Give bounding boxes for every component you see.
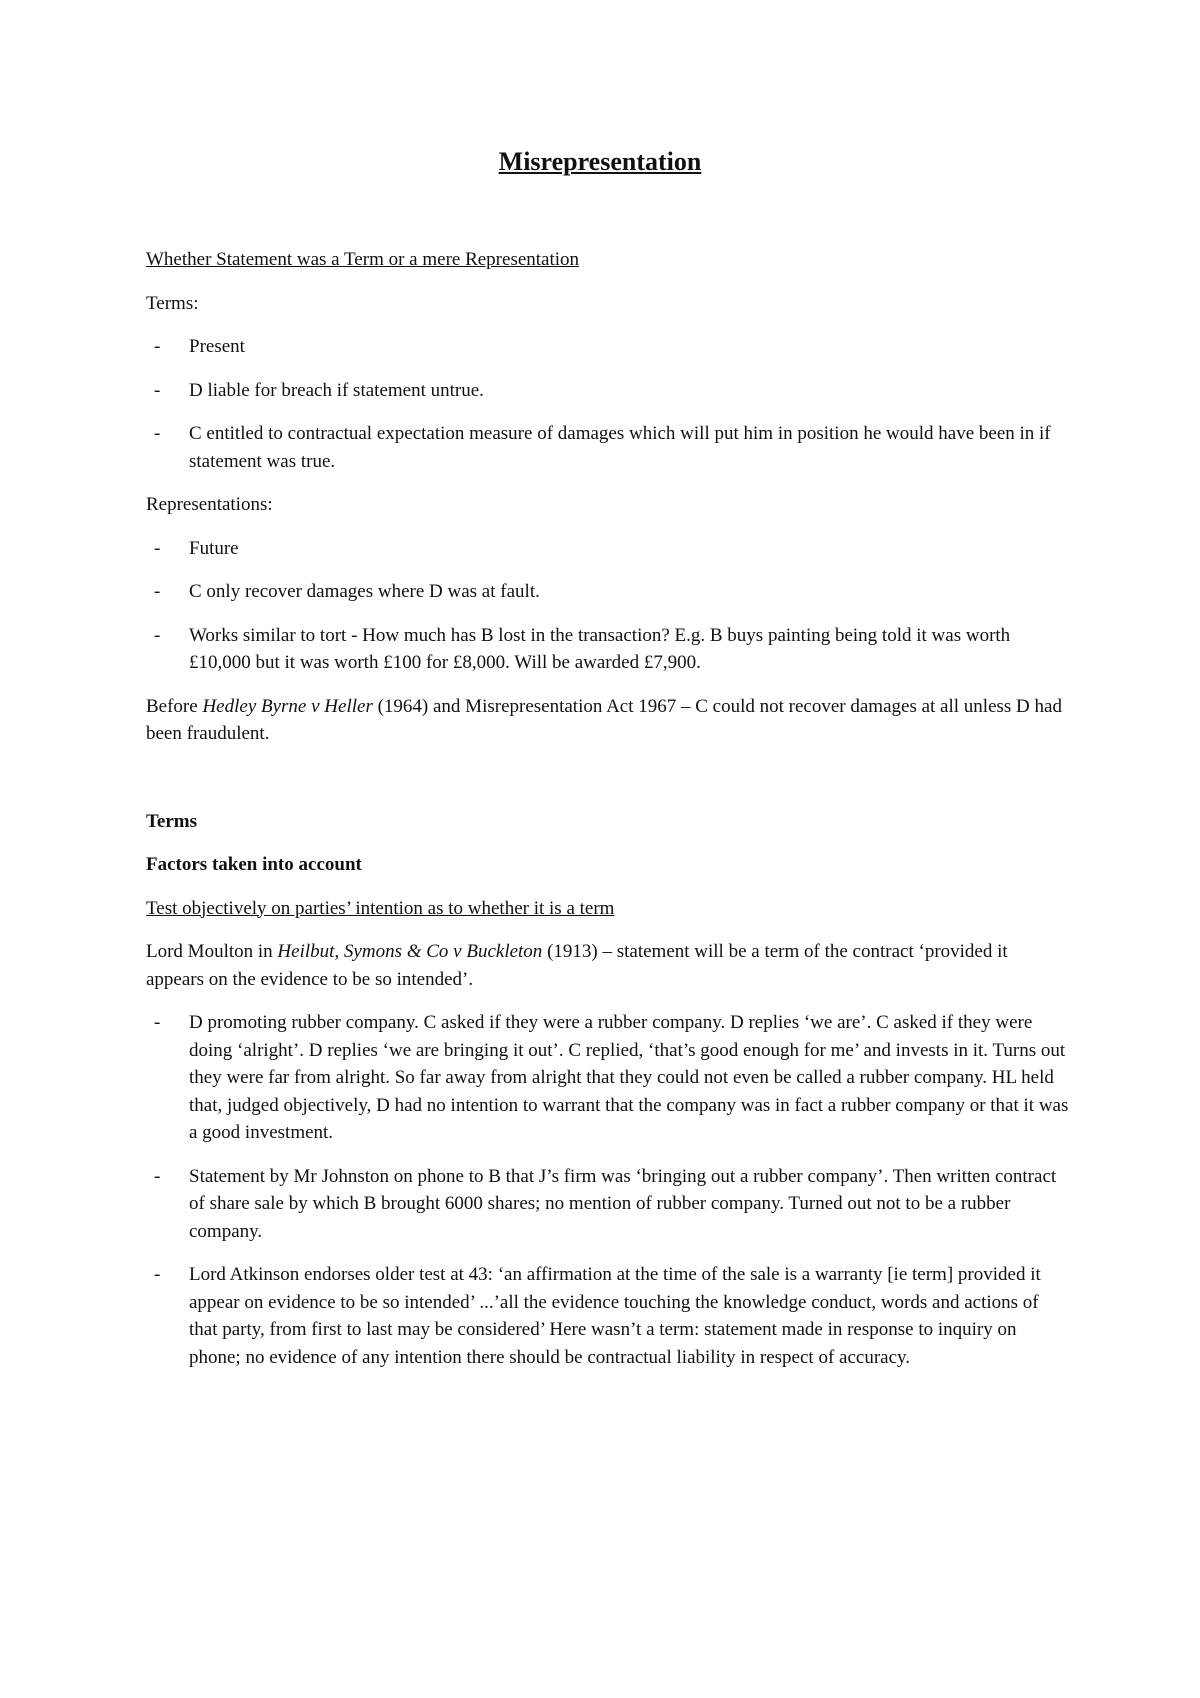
dash-bullet: - — [154, 336, 161, 357]
list-item — [146, 535, 1070, 563]
list-item-text: D promoting rubber company. C asked if they were a rubber company. D replies ‘we are’. C asked if they were doing ‘alright’. D replies ‘we are bringing it out’. C replied, ‘that’s good enough for me’ and invests in it. Turns out they were far from alright. So far away from alright that they could not even be called a rubber company. HL held that, judged objectively, D had no intention to warrant that the company was in fact a rubber company or that it was a good investment. — [189, 1012, 1069, 1143]
dash-bullet: - — [154, 537, 161, 559]
paragraph-text: Lord Moulton in — [146, 941, 278, 962]
heilbut-points-list — [146, 1009, 1070, 1371]
list-item-text: Future — [189, 537, 239, 559]
paragraph-text: (1964) and Misrepresentation Act 1967 – C could not recover damages at all unless D had been fraudulent. — [146, 695, 1062, 744]
representations-label: Representations: — [146, 494, 273, 515]
section-heading-term-vs-representation: Whether Statement was a Term or a mere Representation — [146, 249, 580, 270]
list-item — [146, 377, 1070, 405]
case-name: Hedley Byrne v Heller — [202, 695, 373, 717]
list-item — [146, 420, 1070, 475]
dash-bullet: - — [154, 423, 161, 444]
list-item — [146, 333, 1070, 361]
dash-bullet: - — [154, 581, 161, 602]
list-item-text: Statement by Mr Johnston on phone to B that J’s firm was ‘bringing out a rubber company’. Then written contract of share sale by which B brought 6000 shares; no mention of rubber company. Turned out not to be a rubber company. — [189, 1165, 1057, 1242]
list-item-text: Works similar to tort - How much has B lost in the transaction? E.g. B buys painting being told it was worth £10,000 but it was worth £100 for £8,000. Will be awarded £7,900. — [189, 624, 1011, 673]
list-item — [146, 1163, 1070, 1246]
list-item-text: Lord Atkinson endorses older test at 43: ‘an affirmation at the time of the sale is a warranty [ie term] provided it appear on evidence to be so intended’ ...’all the evidence touching the knowledge conduct, words and actions of that party, from first to last may be considered’ Here wasn’t a term: statement made in response to inquiry on phone; no evidence of any intention there should be contractual liability in respect of accuracy. — [189, 1264, 1041, 1368]
list-item-text: D liable for breach if statement untrue. — [189, 379, 484, 401]
section-spacer — [146, 764, 1070, 808]
list-item-text: Present — [189, 336, 245, 357]
paragraph-text: Before — [146, 695, 203, 717]
terms-list — [146, 333, 1070, 475]
list-item — [146, 622, 1070, 677]
section-heading-terms: Terms — [146, 810, 198, 832]
list-item-text: C only recover damages where D was at fault. — [189, 581, 540, 602]
document-body — [146, 246, 1070, 1387]
list-item-text: C entitled to contractual expectation measure of damages which will put him in position he would have been in if statement was true. — [189, 423, 1051, 472]
representations-list — [146, 535, 1070, 677]
list-item — [146, 578, 1070, 606]
document-title: Misrepresentation — [498, 147, 702, 176]
moulton-paragraph — [146, 938, 1070, 993]
dash-bullet: - — [154, 379, 161, 401]
terms-label: Terms: — [146, 292, 199, 314]
case-name: Heilbut, Symons & Co v Buckleton — [277, 941, 543, 962]
dash-bullet: - — [154, 1165, 161, 1187]
subheading-factors: Factors taken into account — [146, 854, 362, 875]
before-hedley-byrne-paragraph — [146, 693, 1070, 748]
dash-bullet: - — [154, 1012, 161, 1033]
dash-bullet: - — [154, 624, 161, 646]
paragraph-text: (1913) – statement will be a term of the contract ‘provided it appears on the evidence to be so intended’. — [146, 941, 1008, 990]
test-heading: Test objectively on parties’ intention as to whether it is a term — [146, 897, 615, 919]
dash-bullet: - — [154, 1264, 161, 1285]
list-item — [146, 1261, 1070, 1371]
list-item — [146, 1009, 1070, 1147]
